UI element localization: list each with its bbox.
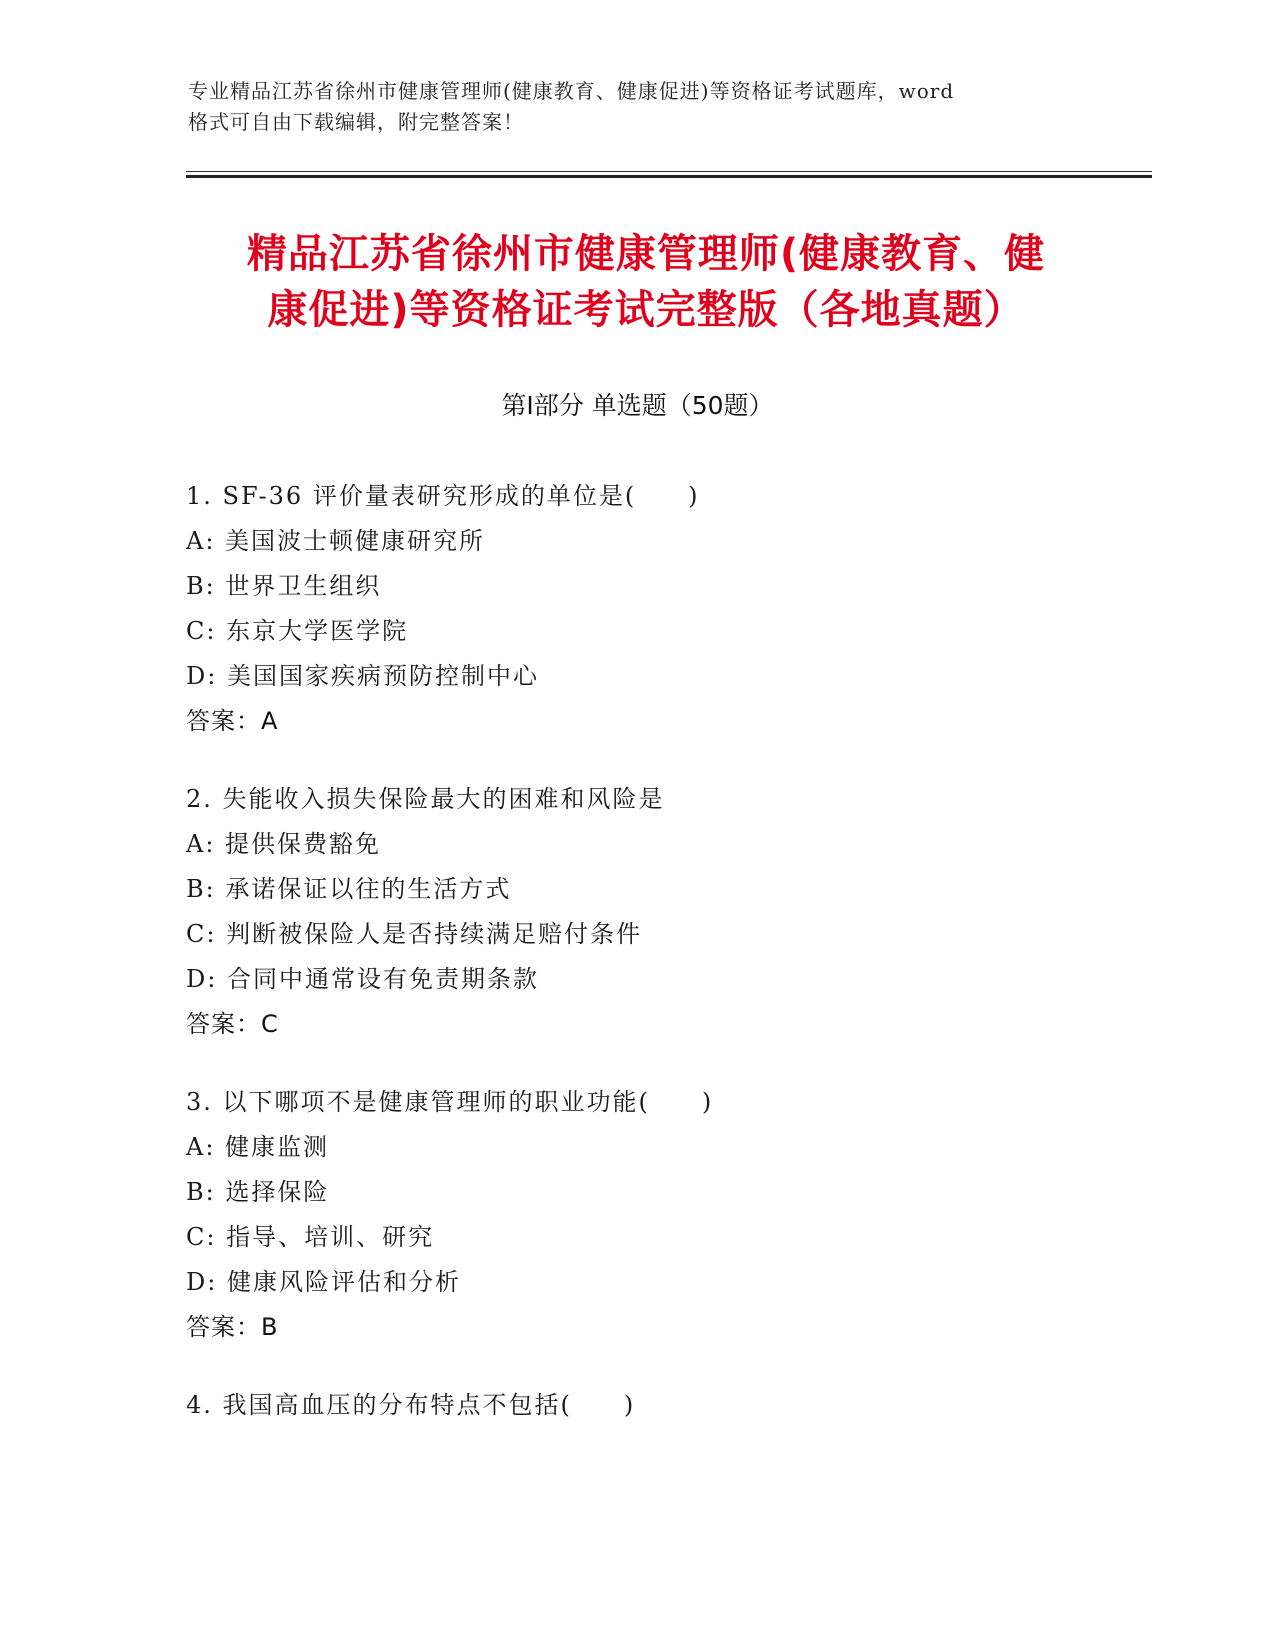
question-2 — [186, 777, 1146, 1047]
question-1 — [186, 474, 1146, 744]
option-d: D: 健康风险评估和分析 — [186, 1268, 461, 1296]
header-note-line1: 专业精品江苏省徐州市健康管理师(健康教育、健康促进)等资格证考试题库，word — [188, 79, 955, 103]
question-stem: 1. SF-36 评价量表研究形成的单位是( ) — [186, 482, 700, 510]
option-d: D: 合同中通常设有免责期条款 — [186, 965, 539, 993]
option-b: B: 承诺保证以往的生活方式 — [186, 875, 512, 903]
option-c: C: 判断被保险人是否持续满足赔付条件 — [186, 920, 643, 948]
question-list — [186, 474, 1146, 1461]
document-title-line2: 康促进)等资格证考试完整版（各地真题） — [267, 287, 1025, 333]
question-4 — [186, 1383, 1146, 1428]
option-c: C: 指导、培训、研究 — [186, 1223, 435, 1251]
question-stem: 4. 我国高血压的分布特点不包括( ) — [186, 1391, 636, 1419]
option-b: B: 世界卫生组织 — [186, 572, 382, 600]
answer: 答案：B — [186, 1313, 279, 1341]
answer: 答案：C — [186, 1010, 279, 1038]
option-b: B: 选择保险 — [186, 1178, 330, 1206]
document-title-line1: 精品江苏省徐州市健康管理师(健康教育、健 — [246, 231, 1046, 277]
header-divider-thin — [186, 171, 1152, 172]
answer: 答案：A — [186, 707, 279, 735]
section-title: 第Ⅰ部分 单选题（50题） — [501, 391, 774, 420]
question-stem: 3. 以下哪项不是健康管理师的职业功能( ) — [186, 1088, 714, 1116]
option-a: A: 美国波士顿健康研究所 — [186, 527, 486, 555]
option-c: C: 东京大学医学院 — [186, 617, 409, 645]
option-d: D: 美国国家疾病预防控制中心 — [186, 662, 539, 690]
header-note — [188, 76, 1088, 138]
document-title — [186, 226, 1106, 338]
question-3 — [186, 1080, 1146, 1350]
option-a: A: 健康监测 — [186, 1133, 330, 1161]
question-stem: 2. 失能收入损失保险最大的困难和风险是 — [186, 785, 665, 813]
header-note-line2: 格式可自由下载编辑，附完整答案！ — [188, 110, 524, 134]
option-a: A: 提供保费豁免 — [186, 830, 382, 858]
header-divider-thick — [186, 175, 1152, 178]
